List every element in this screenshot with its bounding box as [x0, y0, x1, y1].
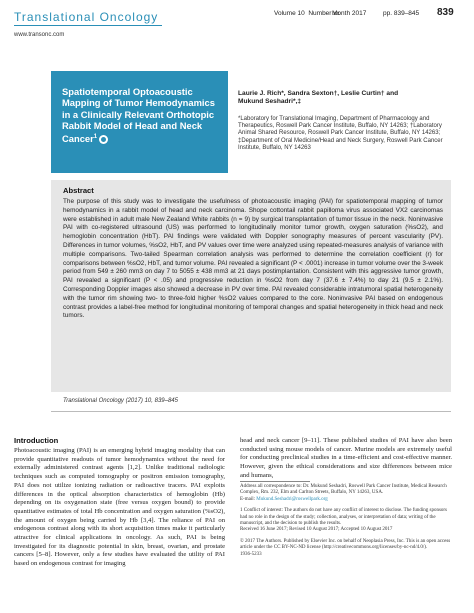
- header-divider: [14, 25, 162, 26]
- journal-name: Translational Oncology: [14, 10, 159, 24]
- article-title: [62, 86, 222, 144]
- email-label: E-mail:: [240, 496, 257, 502]
- affiliations: *Laboratory for Translational Imaging, Department of Pharmacology and Therapeutics, Roswell Park Cancer Institute, Buffalo, NY 14263; †Laboratory Animal Shared Resource, Roswell Park Cancer Institute, Buffalo, NY 14263; ‡Department of Oral Medicine/Head and Neck Surgery, Roswell Park Cancer Institute, Buffalo, NY 14263: [238, 116, 443, 151]
- citation-line: Translational Oncology (2017) 10, 839–845: [63, 398, 178, 404]
- volume: Volume 10: [274, 10, 305, 17]
- page-range: pp. 839–845: [383, 10, 420, 17]
- title-panel: [51, 71, 228, 173]
- correspondence-address: Address all correspondence to: Dr. Mukund Seshadri, Roswell Park Cancer Institute, Medical Research Complex, Rm. 232, Elm and Carlton Streets, Buffalo, NY 14263, USA.: [240, 484, 447, 496]
- authors-line-1: Laurie J. Rich*, Sandra Sexton†, Leslie Curtin† and: [238, 90, 399, 97]
- abstract-panel: [51, 180, 451, 392]
- issue-number: Number xx: [308, 10, 340, 17]
- conflict-of-interest: 1 Conflict of interest: The authors do not have any conflict of interest to disclose. The funding sponsors had no role in the design of the study; collection, analyses, or interpretation of data; writing of the manuscript, and the decision to publish the results.: [240, 508, 447, 527]
- abstract-text: The purpose of this study was to investigate the usefulness of photoacoustic imaging (PAI) for spatiotemporal mapping of tumor hemodynamics in a rabbit model of head and neck carcinoma. Shope cottontail rabbit papilloma virus associated VX2 carcinomas were established in adult male New Zealand White rabbits (n = 9) by surgical transplantation of tumor tissue in the neck. Noninvasive PAI with co-registered ultrasound (US) was performed to longitudinally monitor tumor growth, oxygen saturation (%sO2), and hemoglobin concentration (HbT). PAI findings were validated with Doppler sonography measures of percent vascularity (PV). Differences in tumor volumes, %sO2, HbT, and PV values over time were analyzed using repeated-measures analysis of variance with multiple comparisons. Two-tailed Spearman correlation analysis was performed to determine the correlation coefficient (r) for comparisons between %sO2, HbT, and tumor volume. PAI revealed a significant (P < .0001) increase in tumor volume over the 3-week period from 549 ± 260 mm3 on day 7 to 5055 ± 438 mm3 at 21 days postimplantation. Consistent with this aggressive tumor growth, PAI revealed a significant (P < .05) and progressive reduction in %sO2 from day 7 (37.6 ± 7.4%) to day 21 (9.5 ± 2.1%). Corresponding Doppler images also showed a decrease in PV over time. PAI revealed considerable intratumoral spatial heterogeneity with the tumor rim showing two- to three-fold higher %sO2 values compared to the core. Noninvasive PAI based on endogenous contrast provides a label-free method for longitudinal monitoring of temporal changes and spatial heterogeneity in thick head and neck tumors.: [63, 198, 444, 320]
- introduction-left-column: Photoacoustic imaging (PAI) is an emerging hybrid imaging modality that can provide quantitative readouts of tumor hemodynamics without the need for externally administered contrast agents [1,2]. Unlike traditional radiologic techniques such as computed tomography or positron emission tomography, PAI does not utilize ionizing radiation or radioactive tracers. PAI exploits differences in the optical absorption characteristics of hemoglobin (Hb) depending on its oxygenation state (free versus oxygen bound) to provide quantitative estimates of total Hb concentration and oxygen saturation (%sO2), the amount of oxygen being carried by Hb [3,4]. The reliance of PAI on endogenous contrast along with its short acquisition times make it particularly attractive for clinical applications in oncology. As such, PAI is being investigated for its diagnostic potential in skin, breast, ovarian, and prostate cancers [5–8]. However, only a few studies have evaluated the utility of PAI based on endogenous contrast for imaging: [14, 447, 225, 568]
- article-dates: Received 16 June 2017; Revised 10 August 2017; Accepted 10 August 2017: [240, 527, 393, 533]
- introduction-right-column: head and neck cancer [9–11]. These published studies of PAI have also been conducted using mouse models of cancer. Murine models are extremely useful for conducting preclinical studies in a time-efficient and cost-effective manner. However, given the ethical considerations and size differences between mice and humans,: [240, 437, 452, 479]
- footnote-divider: [240, 481, 310, 482]
- author-list: [238, 90, 448, 106]
- issn: 1936-5233: [240, 551, 262, 557]
- volume-number: [274, 10, 340, 17]
- page-number: 839: [437, 7, 454, 18]
- footnotes: [240, 484, 452, 558]
- crossmark-icon[interactable]: [99, 135, 108, 144]
- introduction-heading: Introduction: [14, 436, 59, 445]
- abstract-divider: [51, 411, 451, 412]
- issue-month: Month 2017: [332, 10, 367, 17]
- email-link[interactable]: Mukund.Seshadri@roswellpark.org: [256, 496, 328, 502]
- abstract-heading: Abstract: [63, 186, 94, 195]
- copyright-notice: © 2017 The Authors. Published by Elsevier Inc. on behalf of Neoplasia Press, Inc. This is an open access article under the CC BY-NC-ND license (http://creativecommons.org/licenses/by-nc-nd/4.0/).: [240, 538, 451, 551]
- title-footnote-marker: 1: [93, 133, 98, 140]
- authors-line-2: Mukund Seshadri*,‡: [238, 98, 302, 106]
- article-title-text: Spatiotemporal Optoacoustic Mapping of Tumor Hemodynamics in a Clinically Relevant Orthotopic Rabbit Model of Head and Neck Cancer: [62, 86, 215, 144]
- journal-url[interactable]: www.transonc.com: [14, 32, 65, 38]
